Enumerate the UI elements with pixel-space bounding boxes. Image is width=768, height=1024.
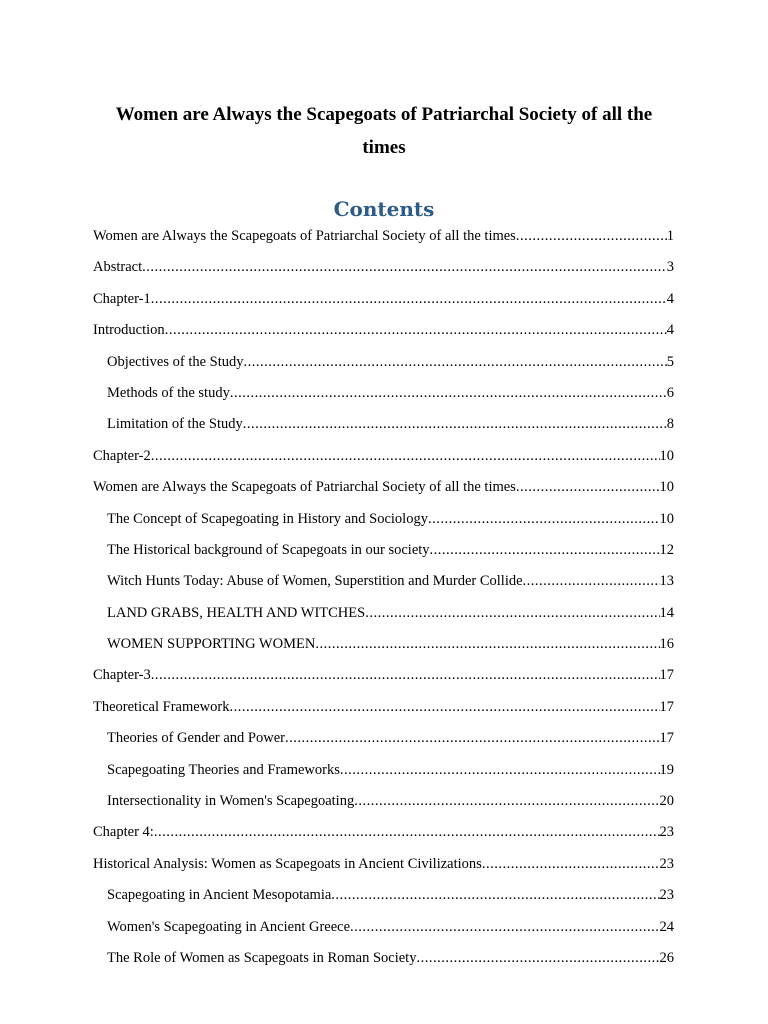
toc-entry-title: The Concept of Scapegoating in History and Sociology bbox=[107, 510, 428, 527]
toc-entry[interactable] bbox=[93, 947, 674, 978]
toc-entry[interactable] bbox=[93, 539, 674, 570]
toc-dot-leader bbox=[331, 884, 659, 906]
toc-dot-leader bbox=[142, 256, 667, 278]
toc-entry-title: Chapter 4: bbox=[93, 824, 154, 841]
contents-heading: Contents bbox=[333, 197, 435, 221]
toc-entry[interactable] bbox=[93, 821, 674, 852]
toc-entry[interactable] bbox=[93, 351, 674, 382]
toc-page-number: 17 bbox=[659, 667, 674, 684]
toc-dot-leader bbox=[516, 225, 667, 247]
toc-page-number: 23 bbox=[659, 855, 674, 872]
toc-entry[interactable] bbox=[93, 727, 674, 758]
toc-entry[interactable] bbox=[93, 664, 674, 695]
toc-page-number: 14 bbox=[659, 604, 674, 621]
toc-entry-title: Witch Hunts Today: Abuse of Women, Superstition and Murder Collide bbox=[107, 573, 523, 590]
toc-entry[interactable] bbox=[93, 413, 674, 444]
toc-entry[interactable] bbox=[93, 633, 674, 664]
toc-page-number: 10 bbox=[659, 447, 674, 464]
toc-dot-leader bbox=[482, 853, 660, 875]
toc-dot-leader bbox=[430, 539, 660, 561]
table-of-contents bbox=[93, 225, 674, 978]
toc-entry-title: Abstract bbox=[93, 259, 143, 276]
toc-dot-leader bbox=[428, 508, 660, 530]
toc-entry-title: Theories of Gender and Power bbox=[107, 730, 285, 747]
toc-entry-title: Chapter-3 bbox=[93, 667, 151, 684]
toc-entry[interactable] bbox=[93, 288, 674, 319]
toc-page-number: 12 bbox=[659, 541, 674, 558]
toc-page-number: 10 bbox=[659, 510, 674, 527]
toc-entry-title: Methods of the study bbox=[107, 384, 230, 401]
toc-page-number: 6 bbox=[666, 384, 674, 401]
toc-dot-leader bbox=[230, 382, 667, 404]
toc-entry[interactable] bbox=[93, 759, 674, 790]
toc-dot-leader bbox=[516, 476, 660, 498]
toc-dot-leader bbox=[243, 413, 667, 435]
toc-entry[interactable] bbox=[93, 853, 674, 884]
toc-page-number: 23 bbox=[659, 887, 674, 904]
toc-dot-leader bbox=[244, 351, 667, 373]
toc-page-number: 16 bbox=[659, 636, 674, 653]
toc-dot-leader bbox=[165, 319, 667, 341]
toc-entry-title: Theoretical Framework bbox=[93, 698, 230, 715]
toc-page-number: 10 bbox=[659, 479, 674, 496]
toc-entry[interactable] bbox=[93, 916, 674, 947]
toc-entry[interactable] bbox=[93, 225, 674, 256]
toc-dot-leader bbox=[285, 727, 660, 749]
toc-entry-title: Women are Always the Scapegoats of Patriarchal Society of all the times bbox=[93, 228, 516, 244]
toc-dot-leader bbox=[151, 288, 667, 310]
toc-entry[interactable] bbox=[93, 508, 674, 539]
toc-page-number: 3 bbox=[666, 259, 674, 276]
toc-page-number: 26 bbox=[659, 949, 674, 966]
toc-page-number: 24 bbox=[659, 918, 674, 935]
toc-entry-title: Limitation of the Study bbox=[107, 416, 243, 433]
toc-entry-title: Scapegoating in Ancient Mesopotamia bbox=[107, 887, 332, 904]
toc-dot-leader bbox=[340, 759, 660, 781]
toc-page-number: 5 bbox=[666, 353, 674, 370]
toc-dot-leader bbox=[229, 696, 659, 718]
toc-page-number: 23 bbox=[659, 824, 674, 841]
toc-entry-title: Objectives of the Study bbox=[107, 353, 244, 370]
toc-entry[interactable] bbox=[93, 382, 674, 413]
toc-entry-title: The Role of Women as Scapegoats in Roman Society bbox=[107, 949, 417, 966]
toc-entry[interactable] bbox=[93, 570, 674, 601]
toc-entry-title: Historical Analysis: Women as Scapegoats in Ancient Civilizations bbox=[93, 855, 482, 872]
toc-page-number: 19 bbox=[659, 761, 674, 778]
toc-entry-title: Scapegoating Theories and Frameworks bbox=[107, 761, 340, 778]
toc-dot-leader bbox=[315, 633, 659, 655]
toc-entry[interactable] bbox=[93, 790, 674, 821]
toc-entry-title: WOMEN SUPPORTING WOMEN bbox=[107, 636, 316, 653]
toc-page-number: 8 bbox=[666, 416, 674, 433]
toc-entry[interactable] bbox=[93, 256, 674, 287]
toc-page-number: 17 bbox=[659, 730, 674, 747]
toc-entry-title: Women's Scapegoating in Ancient Greece bbox=[107, 918, 351, 935]
toc-page-number: 20 bbox=[659, 793, 674, 810]
toc-dot-leader bbox=[523, 570, 660, 592]
toc-entry[interactable] bbox=[93, 445, 674, 476]
toc-entry[interactable] bbox=[93, 476, 674, 507]
toc-dot-leader bbox=[154, 821, 660, 843]
toc-dot-leader bbox=[354, 790, 659, 812]
toc-entry-title: Chapter-1 bbox=[93, 290, 151, 307]
toc-entry[interactable] bbox=[93, 696, 674, 727]
toc-entry-title: The Historical background of Scapegoats in our society bbox=[107, 541, 430, 558]
toc-entry-title: Intersectionality in Women's Scapegoating bbox=[107, 793, 355, 810]
toc-dot-leader bbox=[365, 602, 659, 624]
toc-dot-leader bbox=[416, 947, 659, 969]
toc-entry-title: Introduction bbox=[93, 322, 165, 339]
toc-dot-leader bbox=[350, 916, 659, 938]
document-title: Women are Always the Scapegoats of Patriarchal Society of all the times bbox=[115, 104, 653, 158]
toc-page-number: 1 bbox=[666, 228, 674, 244]
toc-dot-leader bbox=[151, 445, 660, 467]
toc-entry-title: LAND GRABS, HEALTH AND WITCHES bbox=[107, 604, 366, 621]
toc-entry[interactable] bbox=[93, 884, 674, 915]
toc-entry[interactable] bbox=[93, 602, 674, 633]
toc-entry-title: Women are Always the Scapegoats of Patriarchal Society of all the times bbox=[93, 479, 516, 496]
toc-page-number: 4 bbox=[666, 290, 674, 307]
toc-entry-title: Chapter-2 bbox=[93, 447, 151, 464]
toc-dot-leader bbox=[151, 664, 660, 686]
toc-page-number: 4 bbox=[666, 322, 674, 339]
toc-page-number: 17 bbox=[659, 698, 674, 715]
toc-entry[interactable] bbox=[93, 319, 674, 350]
toc-page-number: 13 bbox=[659, 573, 674, 590]
